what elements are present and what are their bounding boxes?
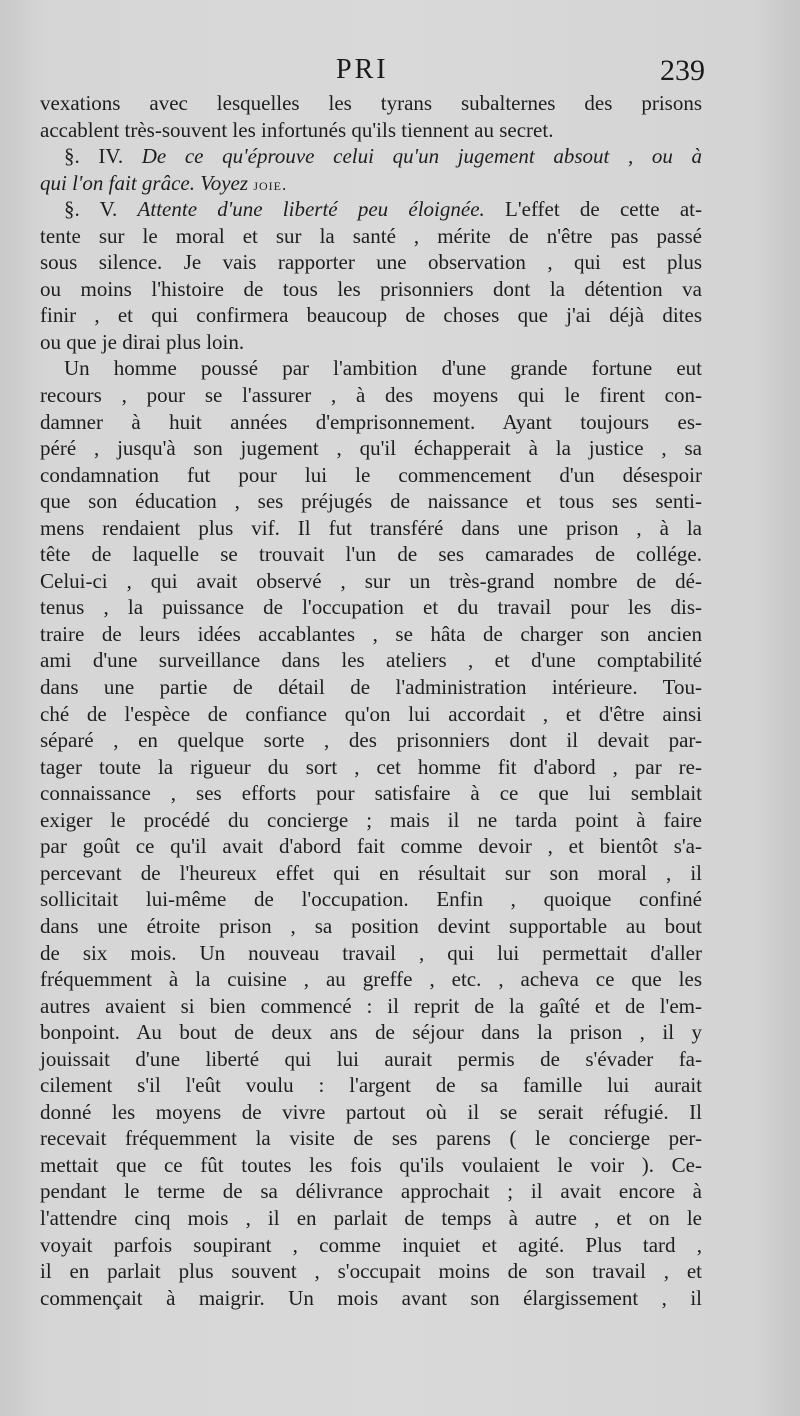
text-line: péré , jusqu'à son jugement , qu'il échapperait à la justice , sa	[40, 436, 702, 461]
body-text	[40, 90, 702, 1311]
text-line	[40, 196, 702, 223]
text-line: recevait fréquemment la visite de ses parens ( le concierge per-	[40, 1126, 702, 1151]
text-line: fréquemment à la cuisine , au greffe , etc. , acheva ce que les	[40, 967, 702, 992]
text-line: donné les moyens de vivre partout où il se serait réfugié. Il	[40, 1099, 702, 1124]
text-line: pendant le terme de sa délivrance approchait ; il avait encore à	[40, 1179, 702, 1204]
text-fragment: §. IV.	[64, 144, 142, 169]
text-line: ou que je dirai plus loin.	[40, 329, 245, 354]
text-line	[40, 170, 702, 197]
text-line: mettait que ce fût toutes les fois qu'ils voulaient le voir ). Ce-	[40, 1152, 702, 1177]
text-line: ché de l'espèce de confiance qu'on lui accordait , et d'être ainsi	[40, 701, 702, 726]
text-line: il en parlait plus souvent , s'occupait moins de son travail , et	[40, 1259, 702, 1284]
text-line: tenus , la puissance de l'occupation et du travail pour les dis-	[40, 595, 702, 620]
text-line: par goût ce qu'il avait d'abord fait comme devoir , et bientôt s'a-	[40, 834, 702, 859]
text-fragment: Voyez	[200, 170, 254, 195]
text-line: recours , pour se l'assurer , à des moyens qui le firent con-	[40, 383, 702, 408]
text-fragment: L'effet de cette at-	[484, 197, 702, 222]
text-line: cilement s'il l'eût voulu : l'argent de sa famille lui aurait	[40, 1073, 702, 1098]
text-fragment: joie.	[253, 174, 288, 194]
text-line: vexations avec lesquelles les tyrans subalternes des prisons	[40, 91, 702, 115]
text-line: percevant de l'heureux effet qui en résultait sur son moral , il	[40, 860, 702, 885]
text-line: tente sur le moral et sur la santé , mérite de n'être pas passé	[40, 223, 702, 248]
text-line: damner à huit années d'emprisonnement. Ayant toujours es-	[40, 409, 702, 434]
text-line: dans une étroite prison , sa position devint supportable au bout	[40, 913, 702, 938]
text-line: dans une partie de détail de l'administration intérieure. Tou-	[40, 675, 702, 700]
text-line: sous silence. Je vais rapporter une observation , qui est plus	[40, 250, 702, 275]
text-line: jouissait d'une liberté qui lui aurait permis de s'évader fa-	[40, 1046, 702, 1071]
text-line: Un homme poussé par l'ambition d'une grande fortune eut	[64, 356, 702, 381]
text-line: mens rendaient plus vif. Il fut transféré dans une prison , à la	[40, 515, 702, 540]
text-line: accablent très-souvent les infortunés qu'ils tiennent au secret.	[40, 117, 554, 142]
text-line: ami d'une surveillance dans les ateliers , et d'une comptabilité	[40, 648, 702, 673]
text-line: séparé , en quelque sorte , des prisonniers dont il devait par-	[40, 728, 702, 753]
text-fragment: §. V.	[64, 197, 138, 222]
running-title: PRI	[336, 54, 389, 85]
text-line: tête de laquelle se trouvait l'un de ses camarades de collége.	[40, 542, 702, 567]
text-line: connaissance , ses efforts pour satisfaire à ce que lui semblait	[40, 781, 702, 806]
text-fragment: De ce qu'éprouve celui qu'un jugement absout , ou à	[141, 144, 702, 169]
text-line: tager toute la rigueur du sort , cet homme fit d'abord , par re-	[40, 754, 702, 779]
text-line	[40, 143, 702, 170]
text-line: autres avaient si bien commencé : il reprit de la gaîté et de l'em-	[40, 993, 702, 1018]
text-line: de six mois. Un nouveau travail , qui lui permettait d'aller	[40, 940, 702, 965]
text-line: exiger le procédé du concierge ; mais il ne tarda point à faire	[40, 807, 702, 832]
text-line: voyait parfois soupirant , comme inquiet et agité. Plus tard ,	[40, 1232, 702, 1257]
text-line: ou moins l'histoire de tous les prisonniers dont la détention va	[40, 276, 702, 301]
text-line: l'attendre cinq mois , il en parlait de temps à autre , et on le	[40, 1205, 702, 1230]
text-fragment: qui l'on fait grâce.	[40, 170, 201, 195]
page-number: 239	[660, 54, 705, 87]
text-line: commençait à maigrir. Un mois avant son élargissement , il	[40, 1285, 702, 1310]
text-line: condamnation fut pour lui le commencement d'un désespoir	[40, 462, 702, 487]
text-line: que son éducation , ses préjugés de naissance et tous ses senti-	[40, 489, 702, 514]
page-header	[0, 54, 800, 94]
text-line: traire de leurs idées accablantes , se hâta de charger son ancien	[40, 621, 702, 646]
text-fragment: Attente d'une liberté peu éloignée.	[137, 197, 485, 222]
text-line: sollicitait lui-même de l'occupation. Enfin , quoique confiné	[40, 887, 702, 912]
text-line: finir , et qui confirmera beaucoup de choses que j'ai déjà dites	[40, 303, 702, 328]
text-line: Celui-ci , qui avait observé , sur un très-grand nombre de dé-	[40, 568, 702, 593]
text-line: bonpoint. Au bout de deux ans de séjour dans la prison , il y	[40, 1020, 702, 1045]
